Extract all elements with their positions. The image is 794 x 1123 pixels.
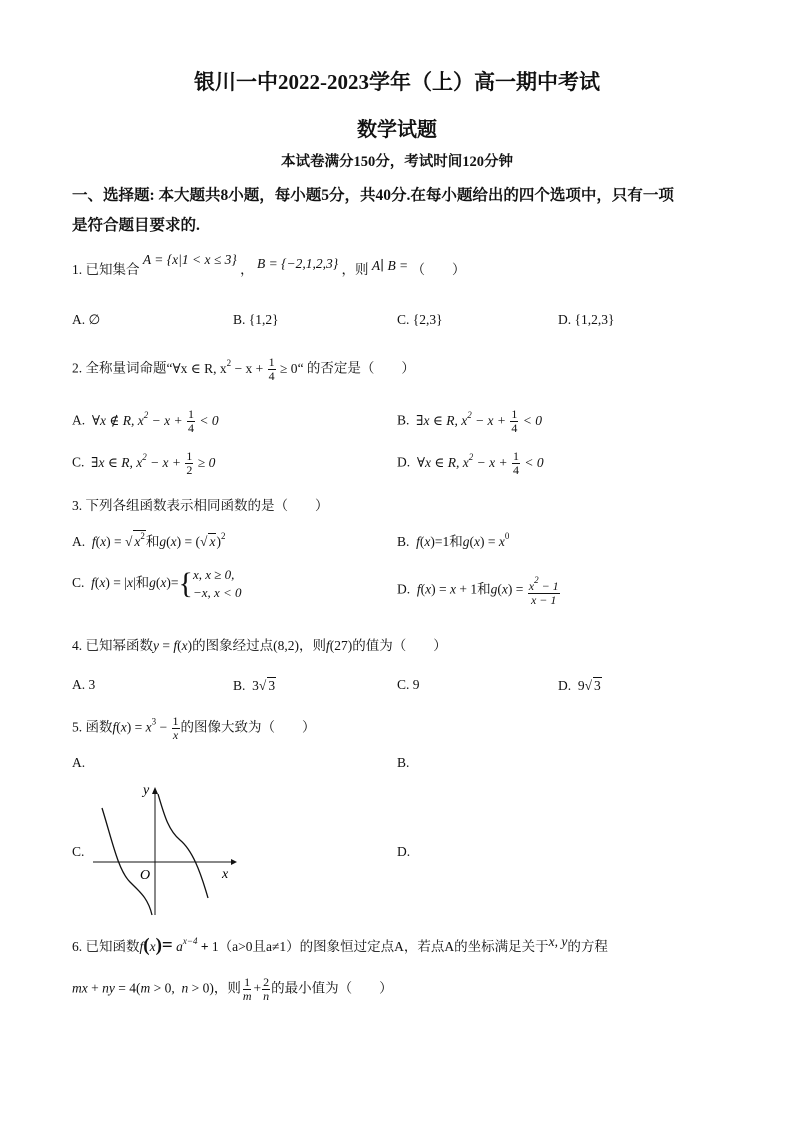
q1-paren: （ ） bbox=[411, 262, 466, 277]
q5-prefix: 5. 函数 bbox=[72, 719, 113, 735]
question-2 bbox=[72, 356, 415, 383]
q3-option-d[interactable]: D. f(x) = x + 1和g(x) = $\frac{x^2 - 1}{x - 1}$ bbox=[397, 575, 559, 607]
q3-and-c: 和 bbox=[135, 575, 150, 591]
q2-suffix: “ 的否定是（ ） bbox=[297, 360, 415, 376]
q2-option-d-label: D. bbox=[397, 454, 411, 470]
q5-graph bbox=[88, 780, 238, 920]
q4-option-b[interactable]: B. 3√ 3 bbox=[233, 678, 276, 693]
q3-option-b-label: B. bbox=[397, 534, 410, 549]
q2-option-a[interactable]: A. ∀x ∉ R, $x^2 - x$ + $\frac{1}{4}$ < 0 bbox=[72, 407, 219, 435]
q2-option-a-label: A. bbox=[72, 412, 86, 428]
question-6-line2: mx + ny = 4(m > 0, n > 0)，则 $\frac{1}{m}$ + $\frac{2}{n}$ 的最小值为（ ） bbox=[72, 975, 393, 1003]
q1-ask-expr: A∣ B = bbox=[371, 258, 409, 273]
q2-option-c-label: C. bbox=[72, 454, 85, 470]
q4-mid2: ，则 bbox=[299, 638, 327, 653]
q6-line2-mid: ，则 bbox=[213, 980, 241, 996]
q1-option-d[interactable]: D. {1,2,3} bbox=[558, 312, 615, 327]
exam-title: 银川一中2022-2023学年（上）高一期中考试 bbox=[194, 70, 600, 94]
q2-option-b-label: B. bbox=[397, 412, 410, 428]
q2-proposition: ∀x ∈ R, $x^2 - x$ + $\frac{1}{4}$ ≥ 0 bbox=[172, 355, 298, 383]
q1-option-b[interactable]: B. {1,2} bbox=[233, 312, 279, 327]
q3-option-c-label: C. bbox=[72, 575, 85, 591]
q6-prefix: 6. 已知函数 bbox=[72, 939, 140, 954]
q1-set-a: A = {x|1 < x ≤ 3} bbox=[142, 252, 237, 267]
q3-option-d-label: D. bbox=[397, 581, 411, 597]
x-axis-label: x bbox=[222, 867, 229, 882]
q3-option-b[interactable]: B. f(x)=1和$g(x) = x^0$ bbox=[397, 531, 510, 549]
q6-line2-suffix: 的最小值为（ ） bbox=[271, 980, 393, 996]
q4-option-d-label: D. bbox=[558, 678, 572, 693]
q6-cond: （a>0且a≠1）的图象恒过定点A，若点A的坐标满足关于 bbox=[218, 939, 549, 954]
question-4: 4. 已知幂函数y = f(x)的图象经过点(8,2)，则f(27)的值为（ ） bbox=[72, 638, 447, 653]
q3-option-a[interactable]: A. f(x) = √ $x^2$和g(x) = (√ x)$^2$ bbox=[72, 531, 226, 549]
q1-option-c[interactable]: C. {2,3} bbox=[397, 312, 443, 327]
q2-option-b[interactable]: B. ∃x ∈ R, $x^2 - x$ + $\frac{1}{4}$ < 0 bbox=[397, 407, 543, 435]
q5-option-a[interactable]: A. bbox=[72, 755, 86, 770]
y-axis-arrow bbox=[152, 787, 158, 794]
q4-option-a[interactable]: A. 3 bbox=[72, 677, 96, 692]
q6-cond2: 的方程 bbox=[567, 939, 608, 954]
section-heading-line1: 一、选择题: 本大题共8小题，每小题5分，共40分.在每小题给出的四个选项中，只有一项 bbox=[72, 187, 674, 204]
q2-prefix: 2. 全称量词命题“ bbox=[72, 360, 173, 376]
q4-mid: 的图象经过点 bbox=[192, 638, 274, 653]
q1-option-a[interactable]: A. ∅ bbox=[72, 312, 101, 327]
question-6-line1: 6. 已知函数$f(x)= a^{x-4} + 1(a>0$且a≠1）的图象恒过定点A，若点A的坐标满足关于x, y的方程 bbox=[72, 934, 608, 956]
q6-vars: x, y bbox=[548, 934, 568, 949]
q3-and-a: 和 bbox=[145, 534, 160, 549]
x-axis-arrow bbox=[231, 859, 237, 865]
curve-right-branch bbox=[158, 794, 208, 898]
q4-prefix: 4. 已知幂函数 bbox=[72, 638, 153, 653]
q3-option-c[interactable]: C. f(x) = |x|和g(x)={ x, x ≥ 0, −x, x < 0 bbox=[72, 567, 242, 600]
origin-label: O bbox=[140, 868, 151, 883]
q2-option-c[interactable]: C. ∃x ∈ R, $x^2 - x$ + $\frac{1}{2}$ ≥ 0 bbox=[72, 449, 216, 477]
q1-ask: ，则 bbox=[341, 262, 369, 277]
q5-option-c[interactable]: C. bbox=[72, 844, 85, 859]
y-axis-label: y bbox=[143, 783, 150, 798]
q1-set-b: B = {−2,1,2,3} bbox=[257, 256, 339, 271]
exam-info: 本试卷满分150分，考试时间120分钟 bbox=[281, 154, 513, 170]
q3-and-d: 和 bbox=[477, 581, 491, 597]
question-1 bbox=[72, 252, 466, 278]
q3-and-b: 和 bbox=[449, 534, 463, 549]
q5-suffix: 的图像大致为（ ） bbox=[180, 719, 316, 735]
section-heading-line2: 是符合题目要求的. bbox=[72, 217, 200, 234]
q4-option-c[interactable]: C. 9 bbox=[397, 677, 420, 692]
q4-suffix: 的值为（ ） bbox=[352, 638, 447, 653]
exam-subject: 数学试题 bbox=[357, 119, 437, 141]
question-3: 3. 下列各组函数表示相同函数的是（ ） bbox=[72, 498, 329, 513]
q2-option-d[interactable]: D. ∀x ∈ R, $x^2 - x$ + $\frac{1}{4}$ < 0 bbox=[397, 449, 544, 477]
q1-prefix: 1. 已知集合 bbox=[72, 262, 140, 277]
q4-option-b-label: B. bbox=[233, 678, 246, 693]
q3-option-a-label: A. bbox=[72, 534, 86, 549]
question-5: 5. 函数$f(x) = x^3$ − $\frac{1}{x}$ 的图像大致为（ ） bbox=[72, 714, 316, 742]
q5-option-d[interactable]: D. bbox=[397, 844, 411, 859]
q5-option-b[interactable]: B. bbox=[397, 755, 410, 770]
q1-sep: ， bbox=[240, 262, 254, 277]
q4-option-d[interactable]: D. 9√ 3 bbox=[558, 678, 601, 693]
